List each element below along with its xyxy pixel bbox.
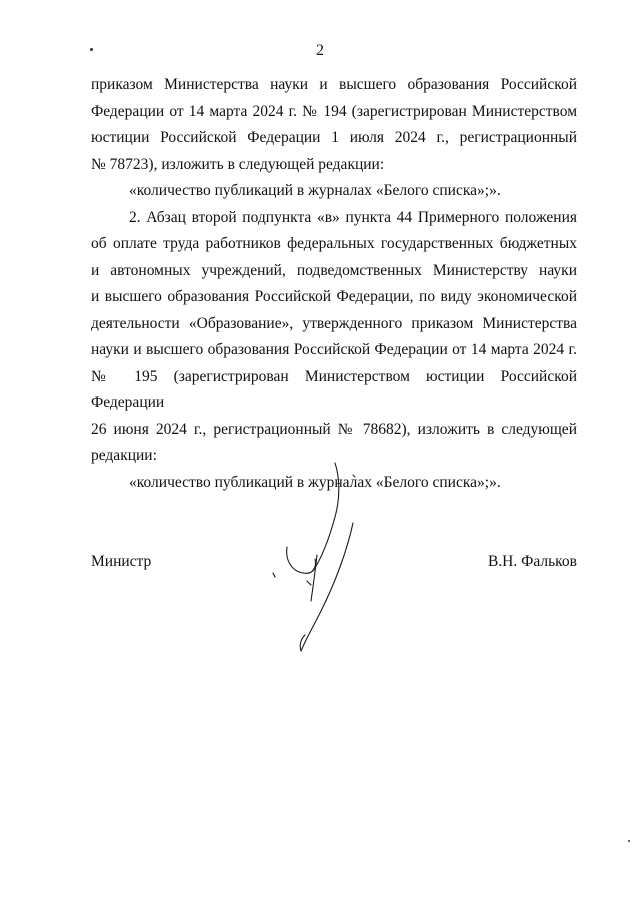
paragraph-line: и автономных учреждений, подведомственных Министерству науки [91,261,577,279]
paragraph-line: Федерации от 14 марта 2024 г. № 194 (зарегистрирован Министерством [91,102,577,120]
document-body [91,72,577,496]
quote-2: «количество публикаций в журналах «Белого списка»;». [129,473,501,491]
scan-speck [628,840,630,842]
paragraph-line: об оплате труда работников федеральных государственных бюджетных [91,235,577,252]
scan-speck [90,48,93,51]
page-number: 2 [316,42,324,59]
paragraph-line: № 78723), изложить в следующей редакции: [91,155,385,173]
signatory-title: Министр [91,553,152,570]
paragraph-line: и высшего образования Российской Федерации, по виду экономической [91,288,577,305]
paragraph-line: науки и высшего образования Российской Федерации от 14 марта 2024 г. [91,341,577,358]
paragraph-line: 2. Абзац второй подпункта «в» пункта 44 Примерного положения [129,208,577,226]
paragraph-line: 26 июня 2024 г., регистрационный № 78682), изложить в следующей [91,420,577,438]
paragraph-2 [91,205,577,470]
paragraph-1 [91,72,577,178]
paragraph-line: № 195 (зарегистрирован Министерством юстиции Российской Федерации [91,367,577,411]
paragraph-line: юстиции Российской Федерации 1 июля 2024 г., регистрационный [91,129,577,146]
paragraph-line: деятельности «Образование», утвержденного приказом Министерства [91,314,577,332]
paragraph-line: редакции: [91,447,157,464]
signatory-name: В.Н. Фальков [487,553,577,570]
paragraph-line: приказом Министерства науки и высшего образования Российской [91,76,577,93]
handwritten-signature [255,455,375,665]
quote-1: «количество публикаций в журналах «Белого списка»;». [129,182,501,199]
